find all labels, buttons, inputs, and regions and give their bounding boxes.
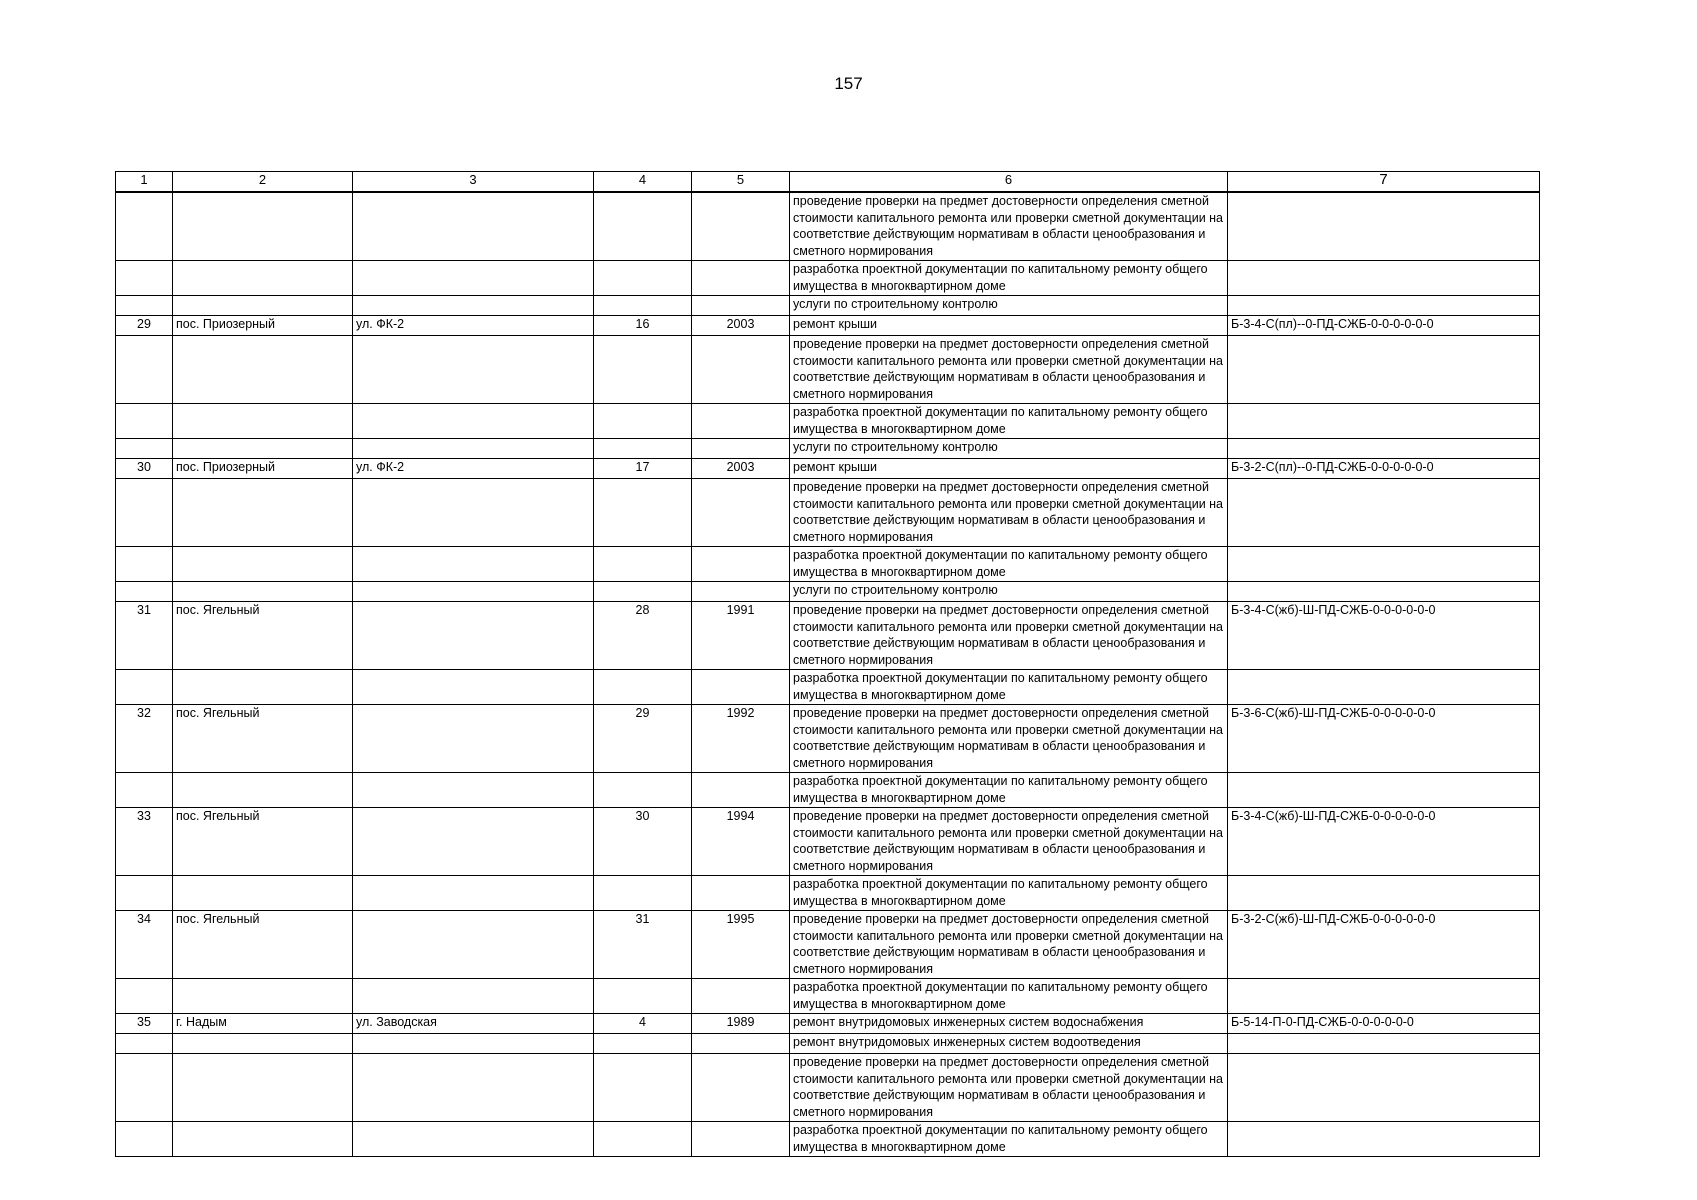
cell-year: [692, 261, 790, 296]
cell-work: разработка проектной документации по капитальному ремонту общего имущества в многоквартирном доме: [790, 261, 1228, 296]
cell-settlement: пос. Приозерный: [173, 316, 353, 336]
column-header: 7: [1228, 172, 1540, 193]
cell-house: [594, 773, 692, 808]
cell-settlement: пос. Ягельный: [173, 602, 353, 670]
cell-work: ремонт внутридомовых инженерных систем водоотведения: [790, 1034, 1228, 1054]
cell-settlement: [173, 1122, 353, 1157]
cell-house: 29: [594, 705, 692, 773]
cell-num: [116, 479, 173, 547]
cell-work: услуги по строительному контролю: [790, 439, 1228, 459]
cell-num: [116, 336, 173, 404]
cell-street: [353, 404, 594, 439]
cell-street: [353, 979, 594, 1014]
cell-code: Б-3-4-С(пл)--0-ПД-СЖБ-0-0-0-0-0-0: [1228, 316, 1540, 336]
cell-year: [692, 1122, 790, 1157]
table-row: [116, 602, 1540, 670]
cell-work: проведение проверки на предмет достоверности определения сметной стоимости капитального ремонта или проверки сметной документации на соответствие действующим нормативам в области ценообразования и сметного нормирования: [790, 479, 1228, 547]
cell-settlement: пос. Приозерный: [173, 459, 353, 479]
cell-year: [692, 1034, 790, 1054]
cell-work: проведение проверки на предмет достоверности определения сметной стоимости капитального ремонта или проверки сметной документации на соответствие действующим нормативам в области ценообразования и сметного нормирования: [790, 602, 1228, 670]
table-row: [116, 670, 1540, 705]
cell-street: [353, 808, 594, 876]
cell-work: разработка проектной документации по капитальному ремонту общего имущества в многоквартирном доме: [790, 670, 1228, 705]
cell-code: [1228, 1054, 1540, 1122]
cell-work: проведение проверки на предмет достоверности определения сметной стоимости капитального ремонта или проверки сметной документации на соответствие действующим нормативам в области ценообразования и сметного нормирования: [790, 911, 1228, 979]
cell-house: 31: [594, 911, 692, 979]
table-row: [116, 876, 1540, 911]
cell-work: проведение проверки на предмет достоверности определения сметной стоимости капитального ремонта или проверки сметной документации на соответствие действующим нормативам в области ценообразования и сметного нормирования: [790, 705, 1228, 773]
cell-house: [594, 547, 692, 582]
cell-settlement: [173, 1054, 353, 1122]
cell-settlement: пос. Ягельный: [173, 808, 353, 876]
cell-house: [594, 192, 692, 261]
cell-code: Б-3-6-С(жб)-Ш-ПД-СЖБ-0-0-0-0-0-0: [1228, 705, 1540, 773]
table-row: [116, 582, 1540, 602]
page-number: 157: [834, 74, 863, 93]
cell-code: [1228, 296, 1540, 316]
column-header: 6: [790, 172, 1228, 193]
cell-num: [116, 1034, 173, 1054]
cell-street: [353, 1122, 594, 1157]
cell-code: [1228, 439, 1540, 459]
cell-code: [1228, 1034, 1540, 1054]
cell-num: 34: [116, 911, 173, 979]
table-row: [116, 439, 1540, 459]
cell-code: Б-3-4-С(жб)-Ш-ПД-СЖБ-0-0-0-0-0-0: [1228, 602, 1540, 670]
cell-work: разработка проектной документации по капитальному ремонту общего имущества в многоквартирном доме: [790, 1122, 1228, 1157]
cell-street: [353, 336, 594, 404]
cell-house: 28: [594, 602, 692, 670]
cell-year: [692, 404, 790, 439]
table-row: [116, 979, 1540, 1014]
cell-num: [116, 439, 173, 459]
cell-year: 2003: [692, 459, 790, 479]
cell-num: [116, 1122, 173, 1157]
cell-num: [116, 979, 173, 1014]
cell-house: 30: [594, 808, 692, 876]
cell-num: [116, 670, 173, 705]
cell-code: [1228, 979, 1540, 1014]
cell-code: [1228, 547, 1540, 582]
table-row: [116, 808, 1540, 876]
cell-settlement: [173, 404, 353, 439]
cell-house: [594, 1122, 692, 1157]
cell-house: [594, 336, 692, 404]
cell-work: услуги по строительному контролю: [790, 582, 1228, 602]
cell-year: 2003: [692, 316, 790, 336]
cell-house: [594, 670, 692, 705]
cell-work: ремонт крыши: [790, 316, 1228, 336]
cell-year: [692, 547, 790, 582]
cell-house: [594, 1034, 692, 1054]
cell-code: [1228, 582, 1540, 602]
cell-code: [1228, 876, 1540, 911]
table-row: [116, 192, 1540, 261]
table-row: [116, 911, 1540, 979]
cell-street: [353, 670, 594, 705]
table-row: [116, 261, 1540, 296]
cell-settlement: [173, 439, 353, 459]
repair-schedule-table: [115, 171, 1540, 1157]
table-row: [116, 336, 1540, 404]
cell-year: 1989: [692, 1014, 790, 1034]
cell-house: 17: [594, 459, 692, 479]
table-header-row: [116, 172, 1540, 193]
table-row: [116, 404, 1540, 439]
cell-code: [1228, 670, 1540, 705]
cell-settlement: [173, 979, 353, 1014]
cell-num: [116, 773, 173, 808]
cell-num: [116, 582, 173, 602]
cell-code: Б-3-2-С(жб)-Ш-ПД-СЖБ-0-0-0-0-0-0: [1228, 911, 1540, 979]
cell-year: [692, 296, 790, 316]
table-row: [116, 773, 1540, 808]
cell-street: [353, 439, 594, 459]
cell-work: разработка проектной документации по капитальному ремонту общего имущества в многоквартирном доме: [790, 773, 1228, 808]
cell-work: разработка проектной документации по капитальному ремонту общего имущества в многоквартирном доме: [790, 876, 1228, 911]
cell-num: 29: [116, 316, 173, 336]
cell-year: [692, 1054, 790, 1122]
cell-settlement: [173, 296, 353, 316]
cell-house: 16: [594, 316, 692, 336]
cell-settlement: [173, 547, 353, 582]
cell-street: [353, 296, 594, 316]
cell-num: 30: [116, 459, 173, 479]
cell-settlement: [173, 1034, 353, 1054]
cell-street: [353, 773, 594, 808]
cell-num: [116, 1054, 173, 1122]
cell-settlement: [173, 670, 353, 705]
cell-num: [116, 404, 173, 439]
column-header: 1: [116, 172, 173, 193]
cell-code: [1228, 192, 1540, 261]
cell-house: 4: [594, 1014, 692, 1034]
cell-num: 33: [116, 808, 173, 876]
cell-num: 32: [116, 705, 173, 773]
cell-code: Б-3-2-С(пл)--0-ПД-СЖБ-0-0-0-0-0-0: [1228, 459, 1540, 479]
column-header: 4: [594, 172, 692, 193]
cell-num: [116, 261, 173, 296]
cell-street: ул. Заводская: [353, 1014, 594, 1034]
cell-year: [692, 479, 790, 547]
cell-num: [116, 192, 173, 261]
cell-year: [692, 876, 790, 911]
cell-street: [353, 261, 594, 296]
cell-code: [1228, 479, 1540, 547]
cell-house: [594, 876, 692, 911]
cell-street: [353, 479, 594, 547]
cell-house: [594, 582, 692, 602]
cell-work: ремонт крыши: [790, 459, 1228, 479]
cell-num: 31: [116, 602, 173, 670]
cell-year: [692, 336, 790, 404]
cell-code: [1228, 404, 1540, 439]
cell-year: 1994: [692, 808, 790, 876]
cell-settlement: [173, 192, 353, 261]
table-row: [116, 316, 1540, 336]
cell-house: [594, 404, 692, 439]
cell-year: [692, 439, 790, 459]
cell-street: [353, 582, 594, 602]
table-row: [116, 459, 1540, 479]
cell-street: [353, 602, 594, 670]
cell-code: [1228, 261, 1540, 296]
table-row: [116, 479, 1540, 547]
cell-year: [692, 773, 790, 808]
cell-settlement: [173, 261, 353, 296]
cell-street: [353, 1054, 594, 1122]
cell-settlement: [173, 582, 353, 602]
cell-settlement: [173, 773, 353, 808]
table-row: [116, 1014, 1540, 1034]
cell-year: 1992: [692, 705, 790, 773]
cell-street: [353, 876, 594, 911]
column-header: 5: [692, 172, 790, 193]
cell-house: [594, 1054, 692, 1122]
cell-year: [692, 670, 790, 705]
cell-work: проведение проверки на предмет достоверности определения сметной стоимости капитального ремонта или проверки сметной документации на соответствие действующим нормативам в области ценообразования и сметного нормирования: [790, 1054, 1228, 1122]
cell-work: проведение проверки на предмет достоверности определения сметной стоимости капитального ремонта или проверки сметной документации на соответствие действующим нормативам в области ценообразования и сметного нормирования: [790, 192, 1228, 261]
cell-code: Б-5-14-П-0-ПД-СЖБ-0-0-0-0-0-0: [1228, 1014, 1540, 1034]
cell-work: проведение проверки на предмет достоверности определения сметной стоимости капитального ремонта или проверки сметной документации на соответствие действующим нормативам в области ценообразования и сметного нормирования: [790, 336, 1228, 404]
table-row: [116, 1122, 1540, 1157]
cell-settlement: [173, 876, 353, 911]
cell-num: [116, 296, 173, 316]
cell-street: [353, 911, 594, 979]
cell-settlement: [173, 336, 353, 404]
cell-work: услуги по строительному контролю: [790, 296, 1228, 316]
cell-work: ремонт внутридомовых инженерных систем водоснабжения: [790, 1014, 1228, 1034]
cell-num: [116, 547, 173, 582]
cell-year: 1995: [692, 911, 790, 979]
cell-code: [1228, 773, 1540, 808]
cell-year: [692, 192, 790, 261]
table-row: [116, 1054, 1540, 1122]
cell-street: [353, 192, 594, 261]
cell-house: [594, 261, 692, 296]
table-row: [116, 1034, 1540, 1054]
cell-year: 1991: [692, 602, 790, 670]
cell-street: [353, 1034, 594, 1054]
cell-num: 35: [116, 1014, 173, 1034]
cell-code: Б-3-4-С(жб)-Ш-ПД-СЖБ-0-0-0-0-0-0: [1228, 808, 1540, 876]
cell-work: разработка проектной документации по капитальному ремонту общего имущества в многоквартирном доме: [790, 404, 1228, 439]
cell-street: [353, 547, 594, 582]
cell-house: [594, 296, 692, 316]
cell-street: [353, 705, 594, 773]
cell-year: [692, 582, 790, 602]
cell-work: проведение проверки на предмет достоверности определения сметной стоимости капитального ремонта или проверки сметной документации на соответствие действующим нормативам в области ценообразования и сметного нормирования: [790, 808, 1228, 876]
cell-settlement: [173, 479, 353, 547]
cell-code: [1228, 336, 1540, 404]
table-row: [116, 705, 1540, 773]
cell-settlement: пос. Ягельный: [173, 705, 353, 773]
cell-settlement: г. Надым: [173, 1014, 353, 1034]
column-header: 2: [173, 172, 353, 193]
cell-street: ул. ФК-2: [353, 316, 594, 336]
table-body: [116, 192, 1540, 1157]
column-header: 3: [353, 172, 594, 193]
cell-settlement: пос. Ягельный: [173, 911, 353, 979]
cell-year: [692, 979, 790, 1014]
cell-num: [116, 876, 173, 911]
cell-work: разработка проектной документации по капитальному ремонту общего имущества в многоквартирном доме: [790, 979, 1228, 1014]
cell-house: [594, 979, 692, 1014]
cell-house: [594, 479, 692, 547]
cell-code: [1228, 1122, 1540, 1157]
cell-house: [594, 439, 692, 459]
table-row: [116, 296, 1540, 316]
cell-work: разработка проектной документации по капитальному ремонту общего имущества в многоквартирном доме: [790, 547, 1228, 582]
table-row: [116, 547, 1540, 582]
cell-street: ул. ФК-2: [353, 459, 594, 479]
